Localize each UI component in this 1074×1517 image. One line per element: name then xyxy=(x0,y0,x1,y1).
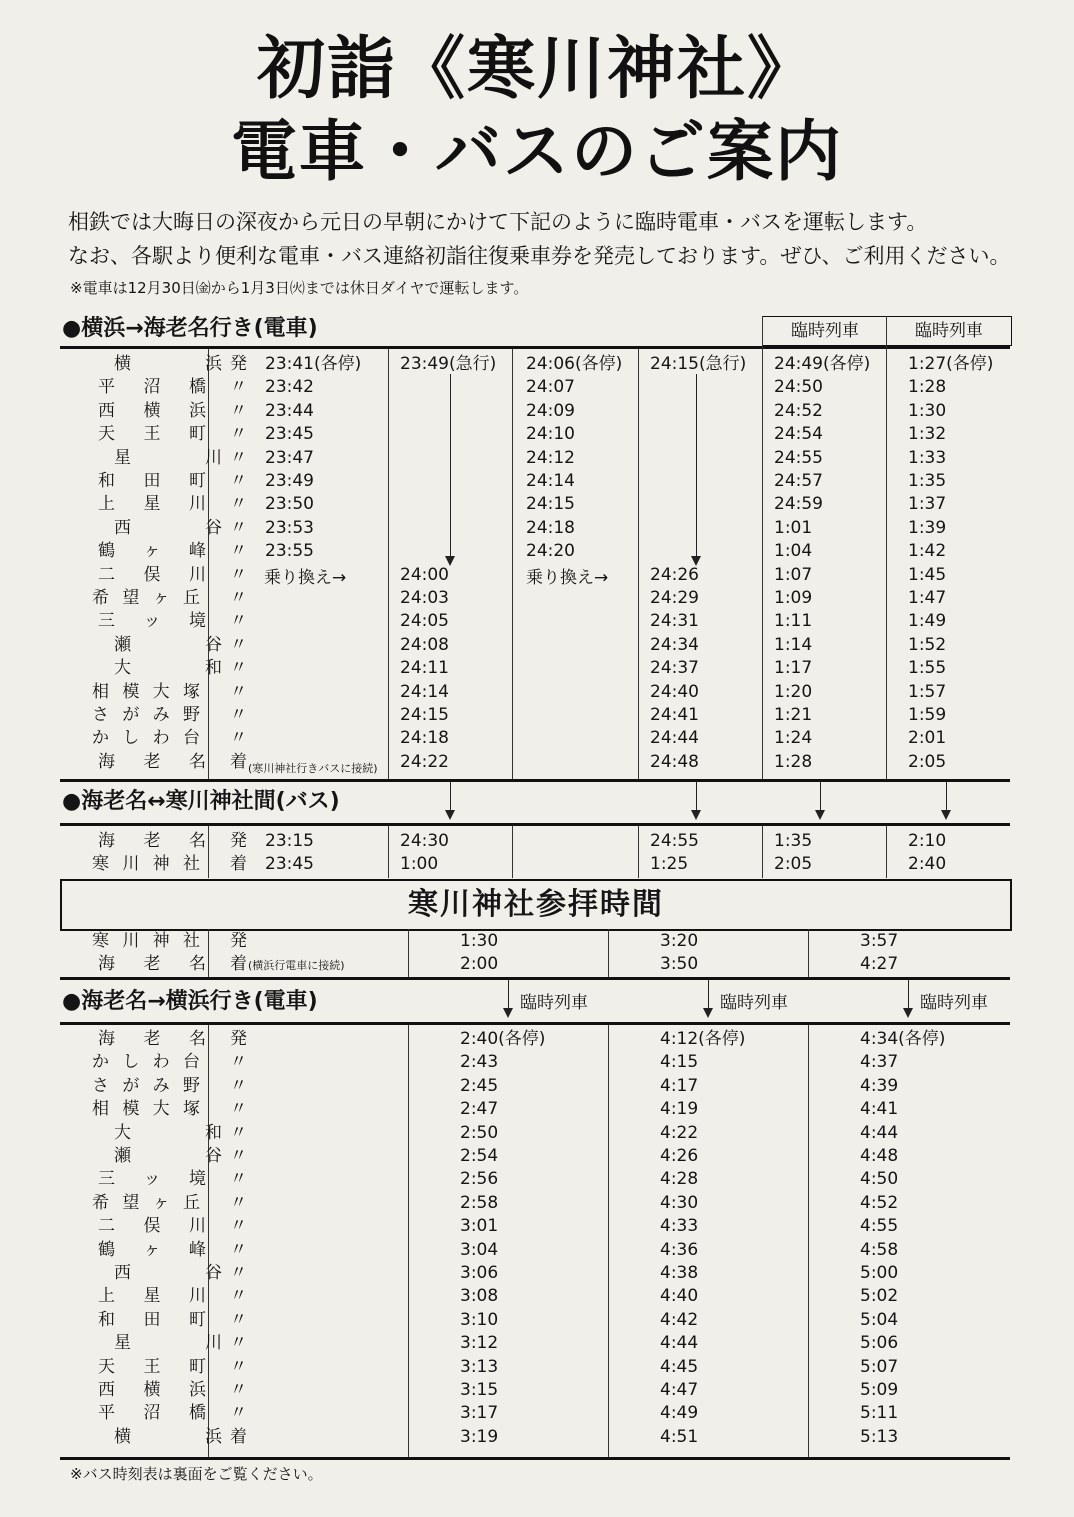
time-cell: 4:50 xyxy=(860,1169,899,1190)
table-row xyxy=(60,470,1010,493)
time-cell: 4:36 xyxy=(660,1239,699,1260)
table-row xyxy=(60,1098,1010,1121)
station-name: 星 川 xyxy=(114,447,222,468)
station-name: 天 王 町 xyxy=(98,424,206,445)
departure-arrival-mark: 着 xyxy=(230,854,247,874)
time-cell: 24:10 xyxy=(526,424,575,445)
connection-arrow xyxy=(946,782,947,818)
departure-arrival-mark: 着 xyxy=(230,1426,247,1447)
connection-arrow xyxy=(450,782,451,818)
departure-arrival-mark: 〃 xyxy=(230,424,247,445)
time-cell: 24:11 xyxy=(400,658,449,679)
time-cell: 4:15 xyxy=(660,1052,699,1073)
table-row xyxy=(60,1285,1010,1308)
table-row xyxy=(60,1262,1010,1285)
time-cell: 3:06 xyxy=(460,1263,499,1283)
table-row xyxy=(60,1192,1010,1215)
departure-arrival-mark: 〃 xyxy=(230,1099,247,1120)
time-cell: 23:45 xyxy=(265,424,314,445)
time-cell: 2:05 xyxy=(908,751,947,772)
departure-arrival-mark: 発 xyxy=(230,354,247,374)
station-name: 西 谷 xyxy=(114,1263,222,1283)
time-cell: 3:04 xyxy=(460,1239,499,1260)
train-connection-note: (横浜行電車に接続) xyxy=(248,959,345,972)
station-name: 希 望 ヶ 丘 xyxy=(92,1192,200,1213)
time-cell: 24:55 xyxy=(650,831,699,851)
time-cell: 3:20 xyxy=(660,931,699,951)
time-cell: 3:17 xyxy=(460,1403,499,1424)
departure-arrival-mark: 発 xyxy=(230,831,247,851)
table-row xyxy=(60,1028,1010,1051)
table-row xyxy=(60,657,1010,680)
time-cell: 2:54 xyxy=(460,1146,499,1166)
time-cell: 23:49(急行) xyxy=(400,354,497,374)
time-cell: 24:30 xyxy=(400,831,449,851)
time-cell: 3:19 xyxy=(460,1426,499,1447)
table-row xyxy=(60,704,1010,727)
time-cell: 4:42 xyxy=(660,1309,699,1330)
page-title: 初詣《寒川神社》 xyxy=(256,30,817,109)
time-cell: 24:18 xyxy=(400,728,449,749)
departure-arrival-mark: 〃 xyxy=(230,1192,247,1213)
departure-arrival-mark: 〃 xyxy=(230,634,247,655)
time-cell: 24:14 xyxy=(400,681,449,702)
departure-arrival-mark: 〃 xyxy=(230,1380,247,1400)
station-name: さ が み 野 xyxy=(92,1075,200,1096)
time-cell: 24:06(各停) xyxy=(526,354,623,374)
time-cell: 2:01 xyxy=(908,728,947,749)
station-name: 上 星 川 xyxy=(98,1286,206,1307)
departure-arrival-mark: 〃 xyxy=(230,447,247,468)
station-name: 和 田 町 xyxy=(98,1309,206,1330)
time-cell: 3:50 xyxy=(660,954,699,974)
station-name: 相 模 大 塚 xyxy=(92,1099,200,1120)
time-cell: 24:37 xyxy=(650,658,699,679)
time-cell: 1:39 xyxy=(908,517,947,538)
time-cell: 24:20 xyxy=(526,541,575,562)
time-cell: 2:47 xyxy=(460,1099,499,1120)
time-cell: 23:45 xyxy=(265,854,314,874)
table-row xyxy=(60,830,1010,853)
intro-text-2: なお、各駅より便利な電車・バス連絡初詣往復乗車券を発売しております。ぜひ、ご利用ください。 xyxy=(68,244,1011,268)
station-name: 上 星 川 xyxy=(98,494,206,515)
time-cell: 23:44 xyxy=(265,400,314,421)
table-row xyxy=(60,1426,1010,1449)
table-row xyxy=(60,953,1010,976)
time-cell: 23:49 xyxy=(265,471,314,491)
time-cell: 1:32 xyxy=(908,424,947,445)
table-row xyxy=(60,423,1010,446)
section-heading-bus: ●海老名↔寒川神社間(バス) xyxy=(62,789,340,814)
time-cell: 1:17 xyxy=(774,658,813,679)
connection-arrow xyxy=(508,980,509,1016)
time-cell: 3:13 xyxy=(460,1356,499,1377)
time-cell: 24:12 xyxy=(526,447,575,468)
departure-arrival-mark: 〃 xyxy=(230,377,247,398)
departure-arrival-mark: 〃 xyxy=(230,705,247,725)
departure-arrival-mark: 〃 xyxy=(230,1052,247,1073)
page-subtitle: 電車・バスのご案内 xyxy=(231,113,843,190)
station-name: 海 老 名 xyxy=(98,751,206,772)
table-row xyxy=(60,681,1010,704)
time-cell: 4:33 xyxy=(660,1216,699,1237)
station-name: 天 王 町 xyxy=(98,1356,206,1377)
table-row xyxy=(60,1075,1010,1098)
time-cell: 2:10 xyxy=(908,831,947,851)
time-cell: 24:29 xyxy=(650,588,699,608)
time-cell: 4:37 xyxy=(860,1052,899,1073)
time-cell: 3:10 xyxy=(460,1309,499,1330)
departure-arrival-mark: 〃 xyxy=(230,658,247,679)
time-cell: 24:26 xyxy=(650,564,699,585)
transfer-label: 乗り換え→ xyxy=(264,568,347,588)
departure-arrival-mark: 〃 xyxy=(230,1333,247,1354)
time-cell: 1:24 xyxy=(774,728,813,749)
time-cell: 5:02 xyxy=(860,1286,899,1307)
time-cell: 4:45 xyxy=(660,1356,699,1377)
station-name: 西 横 浜 xyxy=(98,400,206,421)
special-train-label: 臨時列車 xyxy=(520,993,588,1013)
time-cell: 24:48 xyxy=(650,751,699,772)
time-cell: 2:50 xyxy=(460,1122,499,1143)
time-cell: 1:49 xyxy=(908,611,947,632)
time-cell: 4:44 xyxy=(660,1333,699,1354)
time-cell: 24:57 xyxy=(774,471,823,491)
table-row xyxy=(60,610,1010,633)
time-cell: 4:22 xyxy=(660,1122,699,1143)
departure-arrival-mark: 〃 xyxy=(230,494,247,515)
section-rule xyxy=(60,1457,1010,1460)
table-row xyxy=(60,930,1010,953)
shrine-visit-banner: 寒川神社参拝時間 xyxy=(60,879,1012,931)
departure-arrival-mark: 〃 xyxy=(230,681,247,702)
time-cell: 1:35 xyxy=(908,471,947,491)
time-cell: 3:12 xyxy=(460,1333,499,1354)
station-name: 星 川 xyxy=(114,1333,222,1354)
station-name: 横 浜 xyxy=(114,354,222,374)
time-cell: 1:47 xyxy=(908,588,947,608)
time-cell: 23:53 xyxy=(265,517,314,538)
connection-arrow xyxy=(696,782,697,818)
time-cell: 24:15 xyxy=(526,494,575,515)
time-cell: 1:35 xyxy=(774,831,813,851)
time-cell: 2:40 xyxy=(908,854,947,874)
table-row xyxy=(60,493,1010,516)
time-cell: 2:43 xyxy=(460,1052,499,1073)
departure-arrival-mark: 〃 xyxy=(230,541,247,562)
time-cell: 1:14 xyxy=(774,634,813,655)
section-rule xyxy=(60,977,1010,980)
table-row xyxy=(60,853,1010,876)
table-row xyxy=(60,634,1010,657)
time-cell: 24:00 xyxy=(400,564,449,585)
time-cell: 24:31 xyxy=(650,611,699,632)
time-cell: 4:39 xyxy=(860,1075,899,1096)
time-cell: 4:48 xyxy=(860,1146,899,1166)
station-name: 海 老 名 xyxy=(98,831,206,851)
time-cell: 1:30 xyxy=(460,931,499,951)
time-cell: 1:25 xyxy=(650,854,689,874)
time-cell: 2:56 xyxy=(460,1169,499,1190)
table-row xyxy=(60,1239,1010,1262)
time-cell: 24:54 xyxy=(774,424,823,445)
time-cell: 4:34(各停) xyxy=(860,1029,946,1049)
time-cell: 4:52 xyxy=(860,1192,899,1213)
station-name: 和 田 町 xyxy=(98,471,206,491)
time-cell: 2:40(各停) xyxy=(460,1029,546,1049)
time-cell: 24:08 xyxy=(400,634,449,655)
table-row xyxy=(60,1051,1010,1074)
schedule-note: ※電車は12月30日㈮から1月3日㈫までは休日ダイヤで運転します。 xyxy=(70,279,529,297)
intro-text-1: 相鉄では大晦日の深夜から元日の早朝にかけて下記のように臨時電車・バスを運転します。 xyxy=(68,210,928,234)
station-name: か し わ 台 xyxy=(92,1052,200,1073)
station-name: 西 谷 xyxy=(114,517,222,538)
departure-arrival-mark: 〃 xyxy=(230,1169,247,1190)
time-cell: 23:15 xyxy=(265,831,314,851)
section-heading-ebina-yokohama: ●海老名→横浜行き(電車) xyxy=(62,989,318,1014)
table-row xyxy=(60,587,1010,610)
departure-arrival-mark: 〃 xyxy=(230,471,247,491)
station-name: 希 望 ヶ 丘 xyxy=(92,588,200,608)
station-name: 西 横 浜 xyxy=(98,1380,206,1400)
time-cell: 24:03 xyxy=(400,588,449,608)
time-cell: 24:22 xyxy=(400,751,449,772)
time-cell: 1:00 xyxy=(400,854,439,874)
table-row xyxy=(60,540,1010,563)
time-cell: 4:41 xyxy=(860,1099,899,1120)
time-cell: 3:01 xyxy=(460,1216,499,1237)
station-name: 鶴 ヶ 峰 xyxy=(98,541,206,562)
time-cell: 4:30 xyxy=(660,1192,699,1213)
time-cell: 23:47 xyxy=(265,447,314,468)
time-cell: 5:09 xyxy=(860,1380,899,1400)
station-name: 二 俣 川 xyxy=(98,564,206,585)
time-cell: 1:09 xyxy=(774,588,813,608)
departure-arrival-mark: 〃 xyxy=(230,1122,247,1143)
connection-arrow xyxy=(820,782,821,818)
station-name: 平 沼 橋 xyxy=(98,377,206,398)
time-cell: 24:14 xyxy=(526,471,575,491)
table-row xyxy=(60,353,1010,376)
time-cell: 5:06 xyxy=(860,1333,899,1354)
bus-connection-note: (寒川神社行きバスに接続) xyxy=(248,762,378,775)
time-cell: 4:38 xyxy=(660,1263,699,1283)
time-cell: 24:52 xyxy=(774,400,823,421)
table-row xyxy=(60,1402,1010,1425)
time-cell: 5:13 xyxy=(860,1426,899,1447)
departure-arrival-mark: 〃 xyxy=(230,564,247,585)
departure-arrival-mark: 〃 xyxy=(230,400,247,421)
departure-arrival-mark: 〃 xyxy=(230,1263,247,1283)
time-cell: 1:59 xyxy=(908,705,947,725)
connection-arrow xyxy=(708,980,709,1016)
departure-arrival-mark: 〃 xyxy=(230,1403,247,1424)
time-cell: 1:20 xyxy=(774,681,813,702)
station-name: 相 模 大 塚 xyxy=(92,681,200,702)
time-cell: 5:00 xyxy=(860,1263,899,1283)
station-name: 寒 川 神 社 xyxy=(92,854,200,874)
station-name: 三 ッ 境 xyxy=(98,1169,206,1190)
special-train-label: 臨時列車 xyxy=(762,316,888,346)
time-cell: 1:21 xyxy=(774,705,813,725)
departure-arrival-mark: 発 xyxy=(230,1029,247,1049)
special-train-label: 臨時列車 xyxy=(920,993,988,1013)
departure-arrival-mark: 〃 xyxy=(230,588,247,608)
section-heading-yokohama-ebina: ●横浜→海老名行き(電車) xyxy=(62,316,318,341)
table-row xyxy=(60,1122,1010,1145)
time-cell: 1:28 xyxy=(908,377,947,398)
time-cell: 4:40 xyxy=(660,1286,699,1307)
time-cell: 4:55 xyxy=(860,1216,899,1237)
time-cell: 1:01 xyxy=(774,517,813,538)
station-name: 寒 川 神 社 xyxy=(92,931,200,951)
connection-arrow xyxy=(908,980,909,1016)
time-cell: 4:26 xyxy=(660,1146,699,1166)
time-cell: 24:59 xyxy=(774,494,823,515)
table-row xyxy=(60,1215,1010,1238)
departure-arrival-mark: 〃 xyxy=(230,1309,247,1330)
time-cell: 24:49(各停) xyxy=(774,354,871,374)
station-name: 二 俣 川 xyxy=(98,1216,206,1237)
time-cell: 1:33 xyxy=(908,447,947,468)
departure-arrival-mark: 〃 xyxy=(230,1239,247,1260)
departure-arrival-mark: 〃 xyxy=(230,1356,247,1377)
table-row xyxy=(60,400,1010,423)
time-cell: 4:44 xyxy=(860,1122,899,1143)
section-rule xyxy=(60,779,1010,782)
section-rule xyxy=(60,823,1010,826)
departure-arrival-mark: 〃 xyxy=(230,1286,247,1307)
time-cell: 1:42 xyxy=(908,541,947,562)
time-cell: 23:42 xyxy=(265,377,314,398)
time-cell: 1:07 xyxy=(774,564,813,585)
time-cell: 4:17 xyxy=(660,1075,699,1096)
station-name: か し わ 台 xyxy=(92,728,200,749)
time-cell: 1:11 xyxy=(774,611,813,632)
time-cell: 4:28 xyxy=(660,1169,699,1190)
time-cell: 2:45 xyxy=(460,1075,499,1096)
time-cell: 4:27 xyxy=(860,954,899,974)
time-cell: 4:51 xyxy=(660,1426,699,1447)
time-cell: 5:04 xyxy=(860,1309,899,1330)
time-cell: 2:58 xyxy=(460,1192,499,1213)
time-cell: 24:44 xyxy=(650,728,699,749)
time-cell: 24:41 xyxy=(650,705,699,725)
special-train-label: 臨時列車 xyxy=(886,316,1012,346)
station-name: 瀬 谷 xyxy=(114,634,222,655)
section-rule xyxy=(60,1022,1010,1025)
time-cell: 3:15 xyxy=(460,1380,499,1400)
time-cell: 24:34 xyxy=(650,634,699,655)
time-cell: 24:55 xyxy=(774,447,823,468)
departure-arrival-mark: 着 xyxy=(230,751,247,772)
time-cell: 23:50 xyxy=(265,494,314,515)
table-row xyxy=(60,447,1010,470)
table-row xyxy=(60,1168,1010,1191)
time-cell: 2:00 xyxy=(460,954,499,974)
table-row xyxy=(60,1379,1010,1402)
time-cell: 1:28 xyxy=(774,751,813,772)
table-row xyxy=(60,1145,1010,1168)
departure-arrival-mark: 発 xyxy=(230,931,247,951)
table-row xyxy=(60,1356,1010,1379)
time-cell: 23:55 xyxy=(265,541,314,562)
time-cell: 3:08 xyxy=(460,1286,499,1307)
time-cell: 1:27(各停) xyxy=(908,354,994,374)
station-name: 三 ッ 境 xyxy=(98,611,206,632)
time-cell: 1:37 xyxy=(908,494,947,515)
departure-arrival-mark: 〃 xyxy=(230,1075,247,1096)
time-cell: 1:04 xyxy=(774,541,813,562)
departure-arrival-mark: 着 xyxy=(230,954,247,974)
table-row xyxy=(60,751,1010,774)
time-cell: 4:49 xyxy=(660,1403,699,1424)
section-rule xyxy=(60,346,1010,349)
time-cell: 24:50 xyxy=(774,377,823,398)
departure-arrival-mark: 〃 xyxy=(230,517,247,538)
time-cell: 24:07 xyxy=(526,377,575,398)
special-train-label: 臨時列車 xyxy=(720,993,788,1013)
table-row xyxy=(60,1332,1010,1355)
time-cell: 4:19 xyxy=(660,1099,699,1120)
station-name: 鶴 ヶ 峰 xyxy=(98,1239,206,1260)
time-cell: 1:55 xyxy=(908,658,947,679)
station-name: さ が み 野 xyxy=(92,705,200,725)
time-cell: 1:57 xyxy=(908,681,947,702)
time-cell: 24:40 xyxy=(650,681,699,702)
time-cell: 24:15 xyxy=(400,705,449,725)
time-cell: 1:52 xyxy=(908,634,947,655)
station-name: 大 和 xyxy=(114,1122,222,1143)
time-cell: 5:07 xyxy=(860,1356,899,1377)
time-cell: 24:18 xyxy=(526,517,575,538)
departure-arrival-mark: 〃 xyxy=(230,611,247,632)
time-cell: 2:05 xyxy=(774,854,813,874)
departure-arrival-mark: 〃 xyxy=(230,728,247,749)
time-cell: 4:12(各停) xyxy=(660,1029,746,1049)
time-cell: 24:05 xyxy=(400,611,449,632)
time-cell: 3:57 xyxy=(860,931,899,951)
station-name: 大 和 xyxy=(114,658,222,679)
time-cell: 4:58 xyxy=(860,1239,899,1260)
time-cell: 23:41(各停) xyxy=(265,354,362,374)
time-cell: 1:45 xyxy=(908,564,947,585)
station-name: 海 老 名 xyxy=(98,954,206,974)
table-row xyxy=(60,1309,1010,1332)
time-cell: 24:15(急行) xyxy=(650,354,747,374)
station-name: 平 沼 橋 xyxy=(98,1403,206,1424)
table-row xyxy=(60,727,1010,750)
station-name: 横 浜 xyxy=(114,1426,222,1447)
departure-arrival-mark: 〃 xyxy=(230,1216,247,1237)
station-name: 瀬 谷 xyxy=(114,1146,222,1166)
table-row xyxy=(60,517,1010,540)
bus-timetable-note: ※バス時刻表は裏面をご覧ください。 xyxy=(70,1465,323,1483)
table-row xyxy=(60,376,1010,399)
time-cell: 1:30 xyxy=(908,400,947,421)
station-name: 海 老 名 xyxy=(98,1029,206,1049)
time-cell: 4:47 xyxy=(660,1380,699,1400)
time-cell: 24:09 xyxy=(526,400,575,421)
departure-arrival-mark: 〃 xyxy=(230,1146,247,1166)
transfer-label: 乗り換え→ xyxy=(526,568,609,588)
time-cell: 5:11 xyxy=(860,1403,899,1424)
